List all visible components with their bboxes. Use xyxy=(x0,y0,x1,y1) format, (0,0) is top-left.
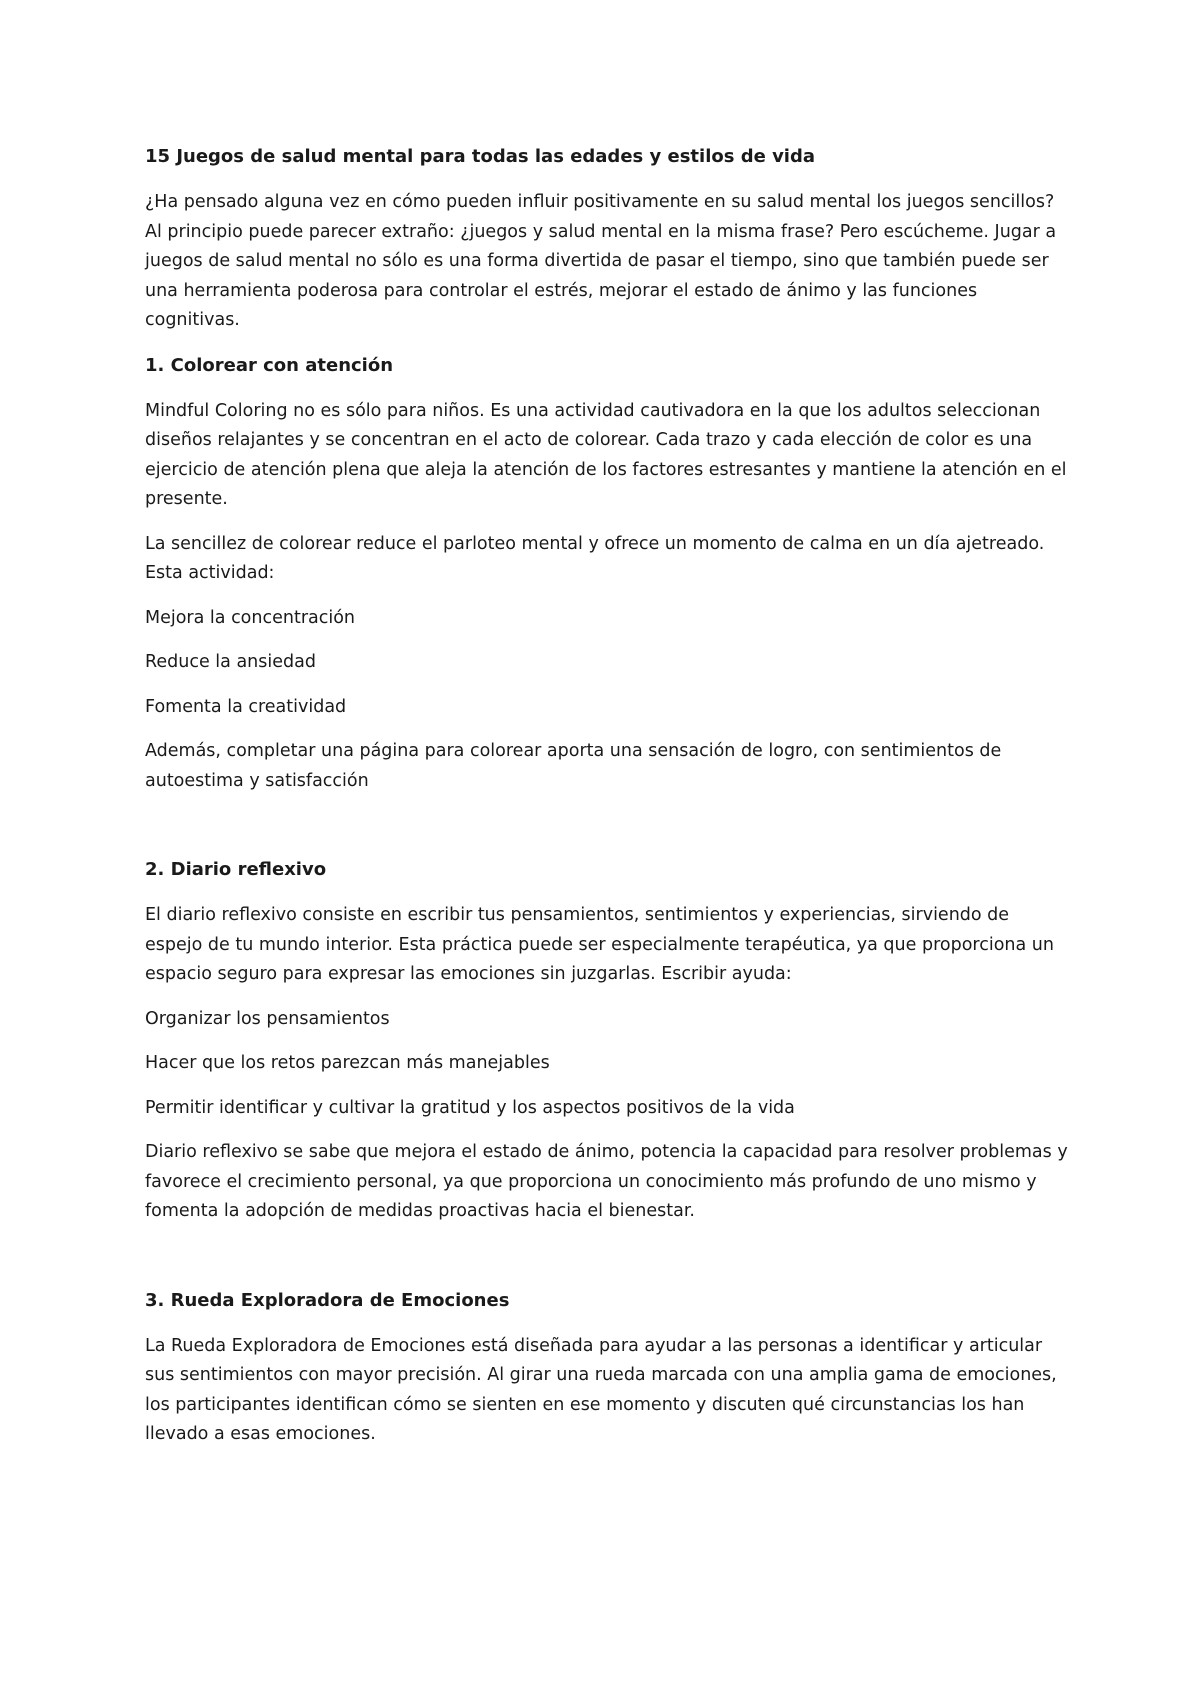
section-paragraph: El diario reflexivo consiste en escribir tus pensamientos, sentimientos y experiencias, sirviendo de espejo de tu mundo interior. Esta práctica puede ser especialmente terapéutica, ya que proporciona un espacio seguro para expresar las emociones sin juzgarlas. Escribir ayuda: xyxy=(145,905,1054,984)
intro-paragraph: ¿Ha pensado alguna vez en cómo pueden influir positivamente en su salud mental los juegos sencillos? Al principio puede parecer extraño: ¿juegos y salud mental en la misma frase? Pero escúcheme. Jugar a juegos de salud mental no sólo es una forma divertida de pasar el tiempo, sino que también puede ser una herramienta poderosa para controlar el estrés, mejorar el estado de ánimo y las funciones cognitivas. xyxy=(145,192,1057,330)
section-heading-coloring: 1. Colorear con atención xyxy=(145,354,394,376)
list-item: Reduce la ansiedad xyxy=(145,652,316,672)
section-paragraph: La Rueda Exploradora de Emociones está diseñada para ayudar a las personas a identificar y articular sus sentimientos con mayor precisión. Al girar una rueda marcada con una amplia gama de emociones, los participantes identifican cómo se sienten en ese momento y discuten qué circunstancias los han llevado a esas emociones. xyxy=(145,1335,1057,1444)
section-paragraph: Mindful Coloring no es sólo para niños. Es una actividad cautivadora en la que los adultos seleccionan diseños relajantes y se concentran en el acto de colorear. Cada trazo y cada elección de color es una ejercicio de atención plena que aleja la atención de los factores estresantes y mantiene la atención en el presente. xyxy=(145,400,1067,509)
section-closing: Diario reflexivo se sabe que mejora el estado de ánimo, potencia la capacidad para resolver problemas y favorece el crecimiento personal, ya que proporciona un conocimiento más profundo de uno mismo y fomenta la adopción de medidas proactivas hacia el bienestar. xyxy=(145,1142,1068,1221)
document-page xyxy=(145,142,1070,1465)
section-spacer xyxy=(145,1242,1070,1286)
list-item: Hacer que los retos parezcan más manejables xyxy=(145,1053,550,1073)
section-heading-journal: 2. Diario reflexivo xyxy=(145,859,327,880)
section-spacer xyxy=(145,811,1070,855)
list-item: Mejora la concentración xyxy=(145,607,356,628)
list-item: Fomenta la creatividad xyxy=(145,696,347,717)
section-heading-emotion-wheel: 3. Rueda Exploradora de Emociones xyxy=(145,1289,510,1311)
document-title: 15 Juegos de salud mental para todas las edades y estilos de vida xyxy=(145,146,816,167)
section-paragraph: La sencillez de colorear reduce el parloteo mental y ofrece un momento de calma en un día ajetreado. Esta actividad: xyxy=(145,533,1045,583)
list-item: Organizar los pensamientos xyxy=(145,1008,390,1029)
list-item: Permitir identificar y cultivar la gratitud y los aspectos positivos de la vida xyxy=(145,1097,795,1118)
section-closing: Además, completar una página para colorear aporta una sensación de logro, con sentimientos de autoestima y satisfacción xyxy=(145,741,1002,791)
